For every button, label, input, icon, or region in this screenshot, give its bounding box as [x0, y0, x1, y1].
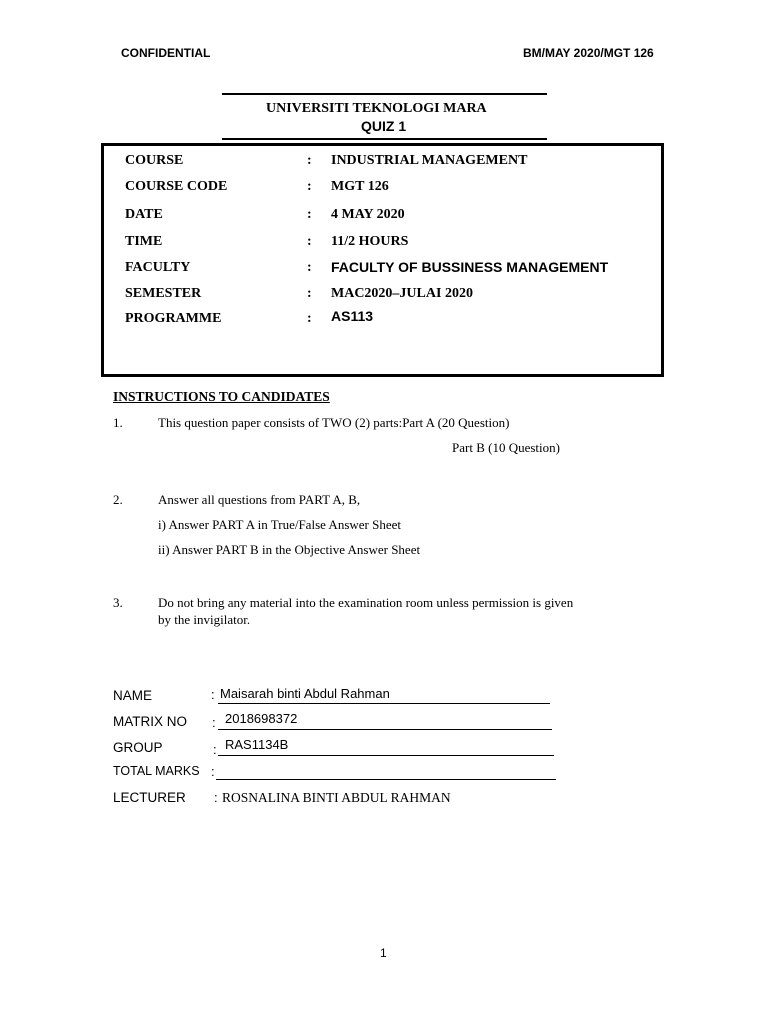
- instruction-1-part-b: Part B (10 Question): [452, 440, 560, 455]
- instruction-3-text-cont: by the invigilator.: [158, 612, 251, 627]
- faculty-colon: :: [307, 260, 312, 275]
- total-marks-label: TOTAL MARKS: [113, 764, 200, 778]
- course-code-colon: :: [307, 179, 312, 194]
- course-colon: :: [307, 153, 312, 168]
- group-field[interactable]: RAS1134B: [225, 737, 289, 752]
- matrix-no-underline: [218, 729, 552, 730]
- group-label: GROUP: [113, 740, 163, 755]
- page-number: 1: [380, 946, 387, 960]
- faculty-label: FACULTY: [125, 260, 191, 275]
- university-name: UNIVERSITI TEKNOLOGI MARA: [266, 101, 487, 116]
- programme-colon: :: [307, 311, 312, 326]
- semester-colon: :: [307, 286, 312, 301]
- date-value: 4 MAY 2020: [331, 207, 405, 222]
- course-label: COURSE: [125, 153, 184, 168]
- programme-value: AS113: [331, 308, 374, 324]
- instructions-title: INSTRUCTIONS TO CANDIDATES: [113, 389, 330, 404]
- time-label: TIME: [125, 234, 163, 249]
- matrix-no-field[interactable]: 2018698372: [225, 711, 298, 726]
- document-code: BM/MAY 2020/MGT 126: [523, 46, 654, 60]
- matrix-no-colon: :: [212, 715, 216, 730]
- date-colon: :: [307, 207, 312, 222]
- total-marks-underline: [216, 779, 556, 780]
- name-label: NAME: [113, 688, 153, 703]
- quiz-title: QUIZ 1: [361, 118, 407, 134]
- lecturer-colon: :: [214, 790, 218, 805]
- name-underline: [218, 703, 550, 704]
- faculty-value: FACULTY OF BUSSINESS MANAGEMENT: [331, 259, 609, 275]
- total-marks-colon: :: [211, 764, 215, 779]
- instruction-2-sub-1: i) Answer PART A in True/False Answer Sheet: [158, 517, 401, 532]
- name-colon: :: [211, 687, 215, 702]
- instruction-1-number: 1.: [113, 415, 123, 430]
- group-underline: [218, 755, 554, 756]
- instruction-3-text: Do not bring any material into the examination room unless permission is given: [158, 595, 574, 610]
- name-field[interactable]: Maisarah binti Abdul Rahman: [220, 686, 390, 701]
- date-label: DATE: [125, 207, 163, 222]
- title-top-rule: [222, 93, 547, 95]
- lecturer-value: ROSNALINA BINTI ABDUL RAHMAN: [222, 790, 451, 805]
- programme-label: PROGRAMME: [125, 311, 222, 326]
- confidential-label: CONFIDENTIAL: [121, 46, 211, 60]
- instruction-2-number: 2.: [113, 492, 123, 507]
- semester-label: SEMESTER: [125, 286, 202, 301]
- instruction-2-sub-2: ii) Answer PART B in the Objective Answer Sheet: [158, 542, 421, 557]
- course-code-label: COURSE CODE: [125, 179, 228, 194]
- title-bottom-rule: [222, 138, 547, 140]
- time-value: 11/2 HOURS: [331, 234, 409, 249]
- time-colon: :: [307, 234, 312, 249]
- instruction-2-text: Answer all questions from PART A, B,: [158, 492, 361, 507]
- lecturer-label: LECTURER: [113, 790, 186, 805]
- instruction-1-text: This question paper consists of TWO (2) parts:Part A (20 Question): [158, 415, 510, 430]
- course-value: INDUSTRIAL MANAGEMENT: [331, 153, 528, 168]
- group-colon: :: [213, 742, 217, 757]
- instruction-3-number: 3.: [113, 595, 123, 610]
- matrix-no-label: MATRIX NO: [113, 714, 187, 729]
- semester-value: MAC2020–JULAI 2020: [331, 286, 473, 301]
- course-code-value: MGT 126: [331, 179, 389, 194]
